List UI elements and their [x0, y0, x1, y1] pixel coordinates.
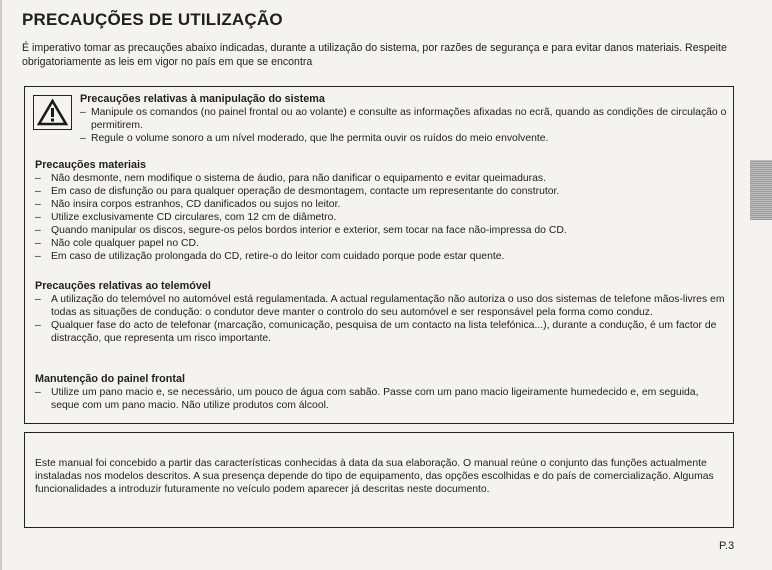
- precautions-box: [24, 86, 734, 424]
- section-heading: Precauções relativas à manipulação do sistema: [80, 93, 325, 105]
- list-item: – Em caso de disfunção ou para qualquer operação de desmontagem, contacte um representante do construtor.: [35, 185, 727, 198]
- list-item: – Não insira corpos estranhos, CD danificados ou sujos no leitor.: [35, 198, 727, 211]
- section-phone: [35, 280, 727, 345]
- page-title: PRECAUÇÕES DE UTILIZAÇÃO: [22, 10, 283, 29]
- section-handling: [80, 93, 728, 145]
- section-thumb-tab: [750, 160, 772, 220]
- phone-list: [35, 293, 727, 345]
- handling-list: [80, 106, 728, 145]
- manual-note: Este manual foi concebido a partir das características conhecidas à data da sua elaboração. O manual reúne o conjunto das funções actualmente instaladas nos modelos descritos. A sua presença depende do tipo de equipamento, das opções escolhidas e do país de comercialização. Algumas funcionalidades a introduzir futuramente no veículo podem aparecer já descritas neste documento.: [35, 458, 714, 496]
- list-item: – Quando manipular os discos, segure-os pelos bordos interior e exterior, sem tocar na face não-impressa do CD.: [35, 224, 727, 237]
- list-item: – Qualquer fase do acto de telefonar (marcação, comunicação, pesquisa de um contacto na lista telefónica...), durante a condução, é um factor de distracção, que representa um risco importante.: [35, 319, 727, 345]
- list-item: – Utilize um pano macio e, se necessário, um pouco de água com sabão. Passe com um pano macio ligeiramente humedecido e, em seguida, seque com um pano macio. Não utilize produtos com álcool.: [35, 386, 727, 412]
- intro-paragraph: É imperativo tomar as precauções abaixo indicadas, durante a utilização do sistema, por razões de segurança e para evitar danos materiais. Respeite obrigatoriamente as leis em vigor no país em que se encontra: [22, 42, 727, 68]
- section-heading: Precauções relativas ao telemóvel: [35, 280, 211, 292]
- section-maintenance: [35, 373, 727, 412]
- maintenance-list: [35, 386, 727, 412]
- section-materials: [35, 159, 727, 263]
- list-item: – Não cole qualquer papel no CD.: [35, 237, 727, 250]
- page-edge-shadow: [0, 0, 2, 570]
- list-item: – Não desmonte, nem modifique o sistema de áudio, para não danificar o equipamento e evitar queimaduras.: [35, 172, 727, 185]
- section-heading: Manutenção do painel frontal: [35, 373, 185, 385]
- page-number: P.3: [719, 540, 735, 552]
- list-item: – Regule o volume sonoro a um nível moderado, que lhe permita ouvir os ruídos do meio envolvente.: [80, 132, 728, 145]
- section-heading: Precauções materiais: [35, 159, 147, 171]
- list-item: – Manipule os comandos (no painel frontal ou ao volante) e consulte as informações afixadas no ecrã, quando as condições de circulação o permitirem.: [80, 106, 728, 132]
- list-item: – Em caso de utilização prolongada do CD, retire-o do leitor com cuidado porque pode estar quente.: [35, 250, 727, 263]
- materials-list: [35, 172, 727, 263]
- manual-note-box: [24, 432, 734, 528]
- list-item: – A utilização do telemóvel no automóvel está regulamentada. A actual regulamentação não autoriza o uso dos sistemas de telefone mãos-livres em todas as situações de condução: o condutor deve manter o controlo do seu automóvel e ser responsável pela forma como conduz.: [35, 293, 727, 319]
- warning-triangle-icon: [33, 95, 72, 130]
- list-item: – Utilize exclusivamente CD circulares, com 12 cm de diâmetro.: [35, 211, 727, 224]
